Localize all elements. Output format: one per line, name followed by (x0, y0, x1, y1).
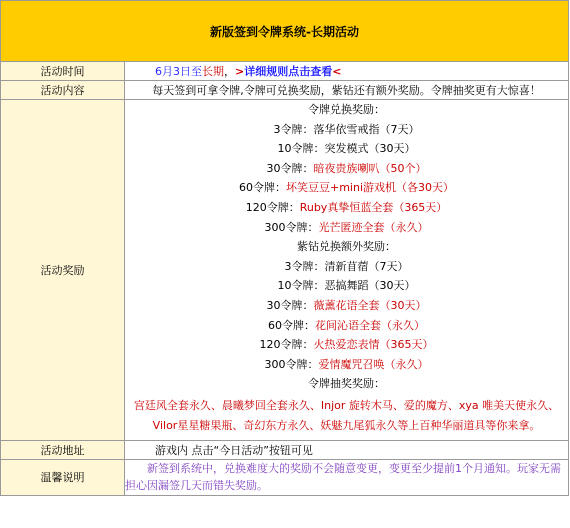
page-title: 新版签到令牌系统-长期活动 (1, 1, 569, 62)
reward-line (125, 296, 568, 316)
reward-cost: 300令牌： (264, 357, 319, 371)
reward-cost: 60令牌： (239, 181, 286, 195)
tips-label: 温馨说明 (1, 459, 125, 495)
link-suffix: < (332, 65, 342, 78)
reward-item: 突发模式（30天） (324, 142, 416, 156)
reward-line (125, 316, 568, 336)
reward-cost: 30令牌： (266, 298, 314, 312)
time-value (125, 62, 569, 81)
reward-item: 暗夜贵族喇叭（50个） (313, 161, 427, 175)
content-label: 活动内容 (1, 81, 125, 100)
reward-cost: 10令牌： (277, 142, 325, 156)
reward-line (125, 257, 568, 277)
rewards-cell (125, 100, 569, 441)
reward-item: 火热爱恋表情（365天） (313, 338, 434, 352)
reward-line (125, 218, 568, 238)
reward-item: 薇薰花语全套（30天） (313, 298, 427, 312)
tips-row (1, 459, 569, 495)
location-row (1, 440, 569, 459)
reward-item: Ruby真挚恒蓝全套（365天） (299, 200, 448, 214)
lottery-text: 宫廷风全套永久、晨曦梦回全套永久、Injor 旋转木马、爱的魔方、xya 唯美天使永久、Vilor星星糖果瓶、奇幻东方永久、妖魅九尾狐永久等上百种华丽道具等你来拿。 (133, 398, 560, 432)
link-prefix: > (235, 65, 245, 78)
reward-line (125, 335, 568, 355)
reward-cost: 3令牌： (284, 259, 325, 273)
time-long: 长期 (202, 65, 224, 78)
reward-line (125, 159, 568, 179)
reward-item: 花间沁语全套（永久） (315, 318, 425, 332)
reward-cost: 3令牌： (273, 122, 314, 136)
rewards-label: 活动奖励 (1, 100, 125, 441)
tips-value (125, 459, 569, 495)
reward-cost: 60令牌： (268, 318, 315, 332)
reward-line (125, 276, 568, 296)
reward-item: 坏笑豆豆+mini游戏机（各30天） (286, 181, 455, 195)
location-label: 活动地址 (1, 440, 125, 459)
reward-cost: 120令牌： (245, 200, 300, 214)
section2-list (125, 257, 568, 375)
reward-line (125, 178, 568, 198)
reward-item: 恶搞舞蹈（30天） (324, 279, 416, 293)
section2-title: 紫钻兑换额外奖励： (297, 240, 396, 254)
section1-title: 令牌兑换奖励： (308, 103, 385, 116)
reward-cost: 300令牌： (264, 220, 319, 234)
location-value: 游戏内 点击“今日活动”按钮可见 (125, 440, 569, 459)
reward-cost: 10令牌： (277, 279, 325, 293)
rewards-row (1, 100, 569, 441)
time-sep: ， (224, 65, 235, 78)
rules-link[interactable]: 详细规则点击查看 (244, 65, 333, 78)
title-row (1, 1, 569, 62)
reward-item: 爱情魔咒召唤（永久） (318, 357, 429, 371)
reward-line (125, 120, 568, 140)
time-row (1, 62, 569, 81)
reward-item: 光芒匿迹全套（永久） (318, 220, 429, 234)
reward-item: 落华依雪戒指（7天） (313, 122, 420, 136)
tips-text: 新签到系统中，兑换难度大的奖励不会随意变更，变更至少提前1个月通知。玩家无需担心因漏签几天而错失奖励。 (125, 462, 561, 493)
reward-item: 清新苜蓿（7天） (324, 259, 409, 273)
time-label: 活动时间 (1, 62, 125, 81)
reward-line (125, 139, 568, 159)
section3-title: 令牌抽奖奖励： (308, 377, 385, 391)
reward-cost: 120令牌： (259, 338, 314, 352)
time-date: 6月3日至 (155, 65, 202, 78)
content-row (1, 81, 569, 100)
content-value: 每天签到可拿令牌,令牌可兑换奖励，紫钻还有额外奖励。令牌抽奖更有大惊喜！ (125, 81, 569, 100)
section1-list (125, 120, 568, 238)
reward-line (125, 198, 568, 218)
reward-line (125, 355, 568, 375)
reward-cost: 30令牌： (266, 161, 314, 175)
